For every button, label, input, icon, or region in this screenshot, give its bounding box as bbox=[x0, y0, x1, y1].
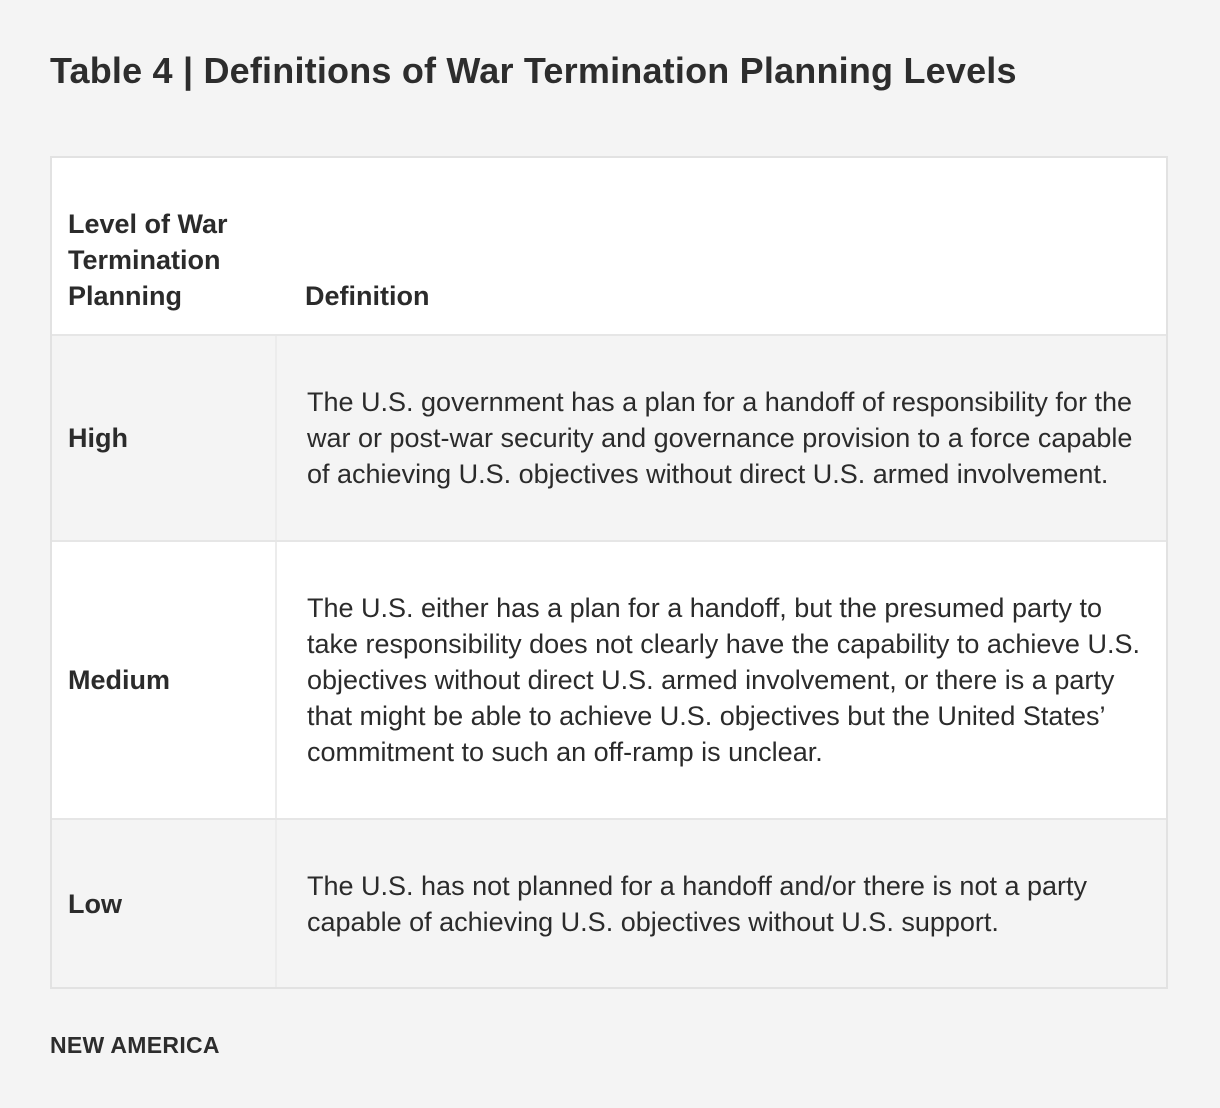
definition-cell: The U.S. government has a plan for a handoff of responsibility for the war or post-war security and governance provision to a force capable of achieving U.S. objectives without direct U.S. armed involvement. bbox=[276, 335, 1166, 541]
definition-cell: The U.S. has not planned for a handoff and/or there is not a party capable of achieving U.S. objectives without U.S. support. bbox=[276, 819, 1166, 987]
definition-cell: The U.S. either has a plan for a handoff, but the presumed party to take responsibility does not clearly have the capability to achieve U.S. objectives without direct U.S. armed involvement, or there is a party that might be able to achieve U.S. objectives but the United States’ commitment to such an off-ramp is unclear. bbox=[276, 541, 1166, 819]
level-cell: Medium bbox=[52, 541, 276, 819]
level-cell: High bbox=[52, 335, 276, 541]
table-row-medium bbox=[52, 541, 1166, 819]
table-row-low bbox=[52, 819, 1166, 987]
level-cell: Low bbox=[52, 819, 276, 987]
definitions-table bbox=[50, 156, 1168, 989]
publisher-footer: NEW AMERICA bbox=[50, 1032, 220, 1058]
column-header-level: Level of War Termination Planning bbox=[52, 158, 276, 335]
table-header-row bbox=[52, 158, 1166, 335]
table-row-high bbox=[52, 335, 1166, 541]
column-header-definition: Definition bbox=[276, 158, 1166, 335]
page-title: Table 4 | Definitions of War Termination Planning Levels bbox=[50, 50, 1017, 91]
